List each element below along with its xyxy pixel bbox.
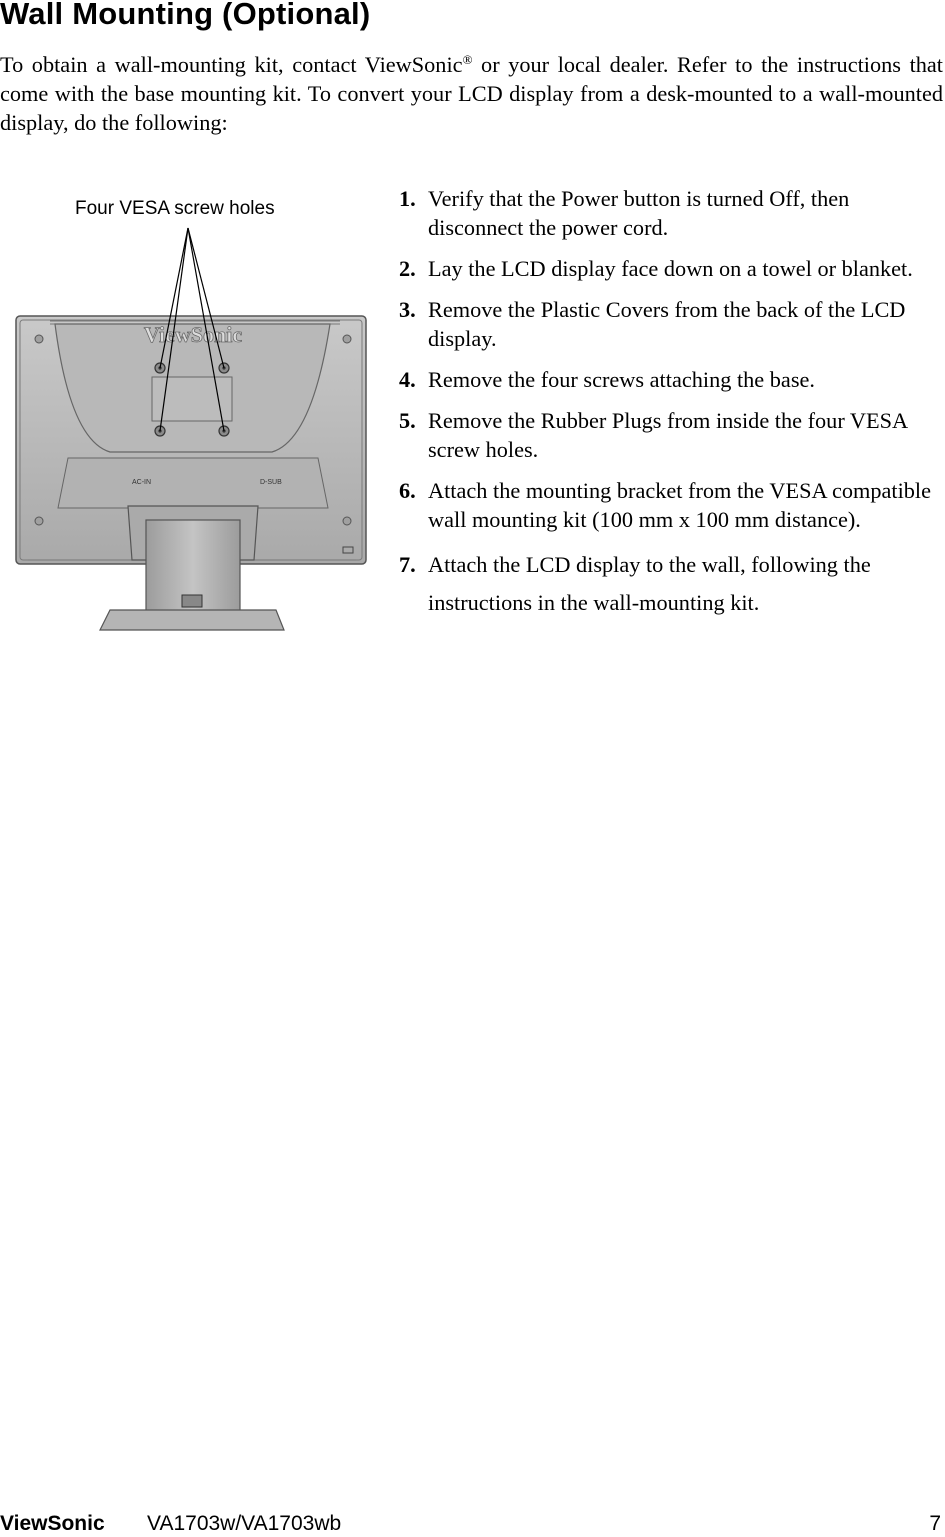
- lower-housing: [58, 458, 328, 508]
- port-label-d-sub: D-SUB: [260, 479, 282, 486]
- footer-brand: ViewSonic: [0, 1512, 105, 1535]
- footer-model: VA1703w/VA1703wb: [147, 1512, 342, 1535]
- step-item: [399, 254, 945, 283]
- step-item: [399, 406, 945, 464]
- step-text: Attach the LCD display to the wall, following the instructions in the wall-mounting kit.: [428, 552, 871, 615]
- step-text: Remove the Rubber Plugs from inside the four VESA screw holes.: [428, 408, 907, 462]
- step-number: 1.: [399, 186, 416, 211]
- monitor-back-illustration: [10, 190, 376, 640]
- step-item: [399, 184, 945, 242]
- intro-paragraph: [0, 50, 943, 137]
- step-number: 5.: [399, 408, 416, 433]
- step-text: Attach the mounting bracket from the VESA compatible wall mounting kit (100 mm x 100 mm distance).: [428, 478, 932, 532]
- step-number: 6.: [399, 478, 416, 503]
- page-number: 7: [929, 1512, 941, 1535]
- step-text: Remove the Plastic Covers from the back of the LCD display.: [428, 297, 906, 351]
- step-text: Lay the LCD display face down on a towel or blanket.: [428, 256, 913, 281]
- intro-text-end: or your local dealer. Refer to the instructions that come with the base mounting kit. To convert your LCD display from a desk-mounted to a wall-mounted display, do the following:: [0, 52, 944, 135]
- page-footer: [0, 1512, 945, 1536]
- monitor-back-figure: [10, 190, 376, 640]
- cable-clip: [182, 595, 202, 607]
- step-number: 3.: [399, 297, 416, 322]
- step-item: [399, 546, 945, 622]
- step-item: [399, 295, 945, 353]
- intro-text-start: To obtain a wall-mounting kit, contact ViewSonic: [0, 52, 463, 77]
- step-number: 7.: [399, 552, 416, 577]
- step-text: Remove the four screws attaching the base.: [428, 367, 815, 392]
- registered-mark: ®: [462, 52, 473, 67]
- step-text: Verify that the Power button is turned Off, then disconnect the power cord.: [428, 186, 850, 240]
- step-item: [399, 476, 945, 534]
- step-number: 4.: [399, 367, 416, 392]
- page-title: Wall Mounting (Optional): [0, 0, 371, 31]
- stand-base: [100, 610, 284, 630]
- step-item: [399, 365, 945, 394]
- viewsonic-logo: ViewSonic: [143, 322, 243, 347]
- figure-caption: Four VESA screw holes: [75, 198, 275, 219]
- port-label-ac-in: AC-IN: [132, 479, 152, 486]
- step-number: 2.: [399, 256, 416, 281]
- steps-list: [399, 184, 945, 634]
